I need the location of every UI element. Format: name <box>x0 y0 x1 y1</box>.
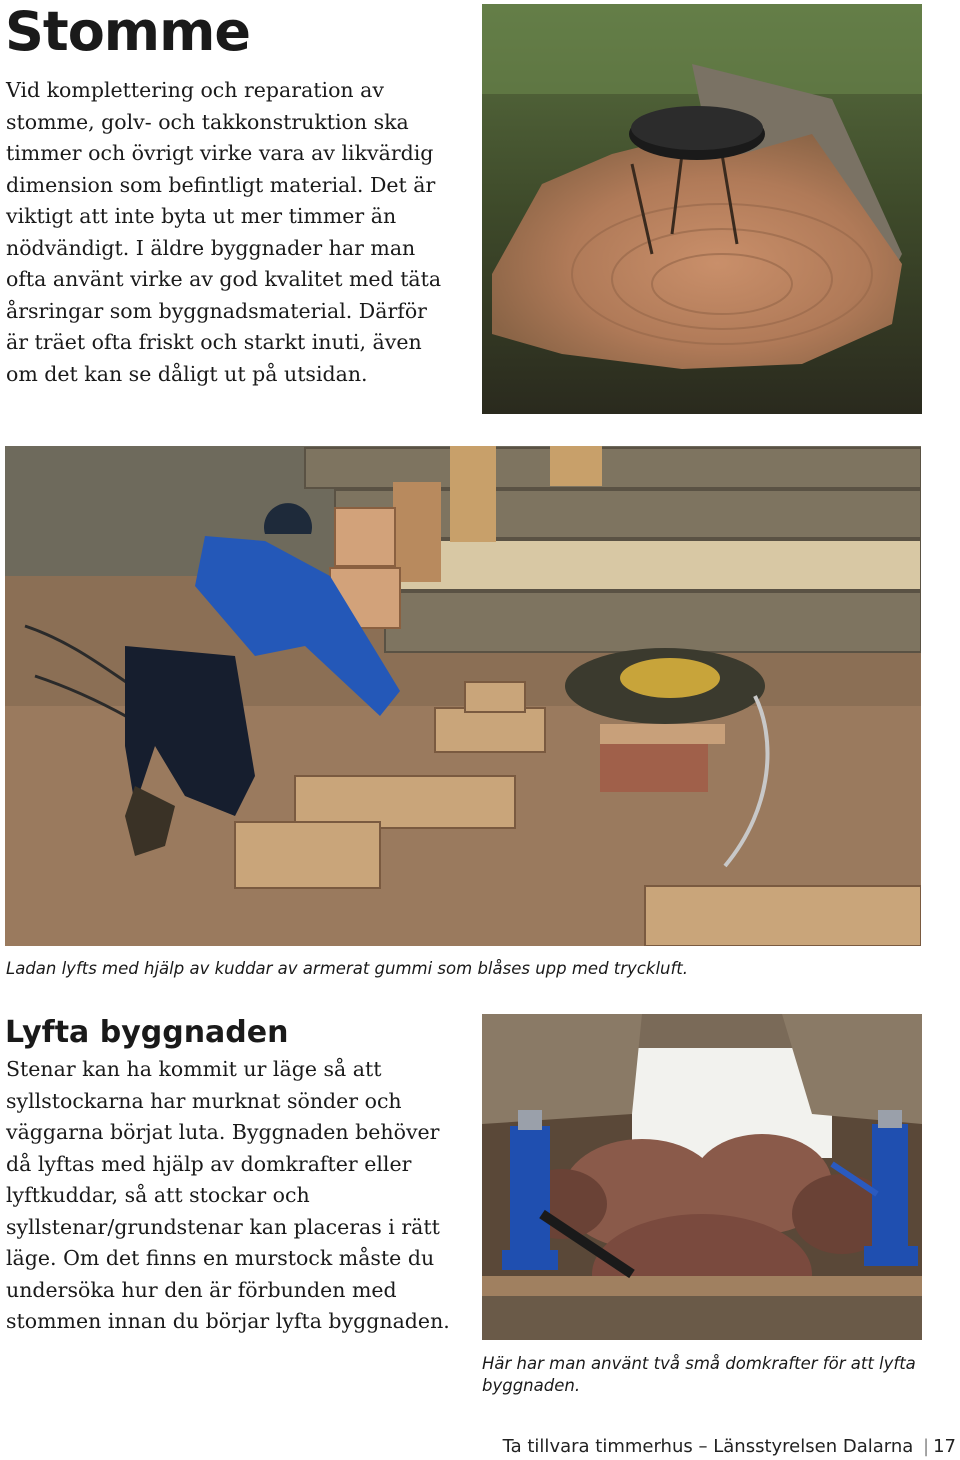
lift-paragraph: Stenar kan ha kommit ur läge så att syllstockarna har murknat sönder och väggarna börjat luta. Byggnaden behöver då lyftas med hjälp av domkrafter eller lyftkuddar, så att stockar och syllstenar/grundstenar kan placeras i rätt läge. Om det finns en murstock måste du undersöka hur den är förbunden med stommen innan du börjar lyfta byggnaden. <box>6 1057 450 1333</box>
footer-publication: Ta tillvara timmerhus <box>502 1436 693 1457</box>
page-footer <box>503 1436 956 1457</box>
intro-paragraph: Vid komplettering och reparation av stomme, golv- och takkonstruktion ska timmer och övrigt virke vara av likvärdig dimension som befintligt material. Det är viktigt att inte byta ut mer timmer än nödvändigt. I äldre byggnader har man ofta använt virke av god kvalitet med täta årsringar som byggnadsmaterial. Därför är träet ofta friskt och starkt inuti, även om det kan se dåligt ut på utsidan. <box>6 78 442 386</box>
footer-publisher: Länsstyrelsen Dalarna <box>713 1436 914 1457</box>
footer-dash: – <box>698 1436 708 1457</box>
page-title: Stomme <box>5 0 250 63</box>
section-heading: Lyfta byggnaden <box>5 1015 289 1050</box>
hydraulic-jacks-photo <box>482 1014 922 1340</box>
footer-separator: | <box>923 1436 930 1457</box>
barn-lifting-photo <box>5 446 921 946</box>
timber-log-photo <box>482 4 922 414</box>
barn-lifting-caption: Ladan lyfts med hjälp av kuddar av armerat gummi som blåses upp med tryckluft. <box>6 959 689 978</box>
page-number: 17 <box>933 1436 956 1457</box>
jacks-caption: Här har man använt två små domkrafter för att lyfta byggnaden. <box>482 1354 916 1395</box>
